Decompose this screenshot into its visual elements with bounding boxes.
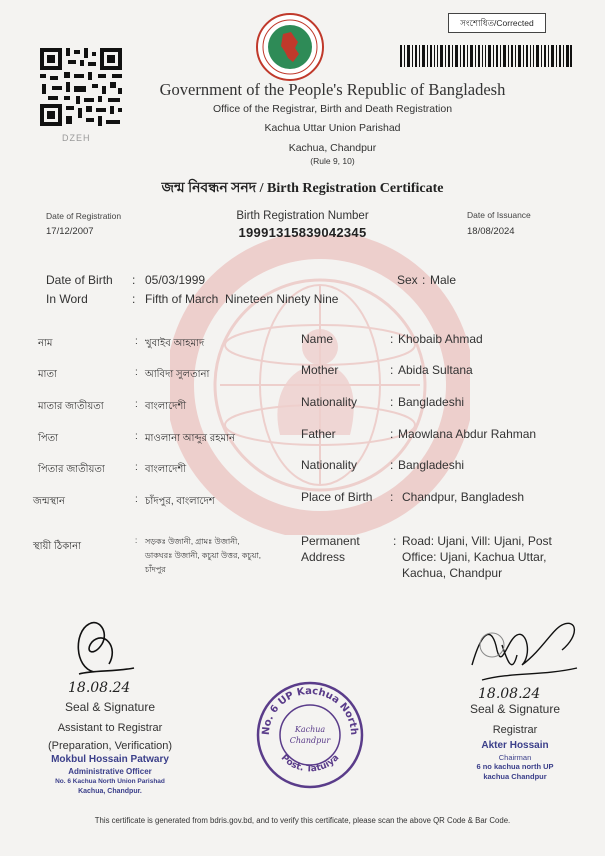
seal-ring-text: No. 6 UP Kachua North — [260, 685, 360, 736]
assistant-officer-name: Mokbul Hossain Patwary — [51, 754, 169, 765]
birthplace-en-label: Place of Birth — [301, 490, 373, 504]
colon: : — [390, 332, 394, 346]
colon: : — [390, 458, 394, 472]
issuance-date-label: Date of Issuance — [467, 210, 531, 220]
assistant-officer-place: Kachua, Chandpur. — [78, 788, 142, 795]
assistant-role-detail: (Preparation, Verification) — [47, 740, 173, 752]
registrar-officer-place: kachua Chandpur — [483, 772, 547, 781]
registration-date-value: 17/12/2007 — [46, 226, 94, 237]
colon: : — [390, 395, 394, 409]
location: Kachua, Chandpur — [288, 142, 377, 154]
seal-bottom-text: Post. Tatuiya — [278, 753, 342, 775]
assistant-role: Assistant to Registrar — [57, 722, 163, 734]
registrar-signature-icon — [462, 610, 582, 690]
in-word-colon: : — [132, 292, 136, 306]
assistant-seal-caption: Seal & Signature — [64, 700, 156, 714]
assistant-officer-title: Administrative Officer — [68, 767, 152, 776]
mother-nationality-bn-label: মাতার জাতীয়তা — [38, 401, 104, 412]
sex-value: Male — [430, 273, 457, 287]
registrar-officer-union: 6 no kachua north UP — [476, 762, 554, 771]
name-en-value: Khobaib Ahmad — [398, 332, 483, 346]
dob-colon: : — [132, 273, 136, 287]
union-seal-icon — [255, 680, 365, 790]
mother-bn-label: মাতা — [38, 369, 57, 380]
registrar-officer-name: Akter Hossain — [481, 740, 549, 751]
colon: : — [390, 427, 394, 441]
colon: : — [135, 399, 138, 410]
registration-number-label: Birth Registration Number — [236, 210, 369, 222]
registrar-signature-date: 18.08.24 — [478, 686, 541, 702]
barcode[interactable] — [400, 45, 572, 67]
certificate-title: জন্ম নিবন্ধন সনদ / Birth Registration Certificate — [161, 181, 444, 196]
mother-bn-value: আবিদা সুলতানা — [145, 369, 210, 380]
sex-colon: : — [422, 273, 426, 287]
union-name: Kachua Uttar Union Parishad — [264, 122, 401, 134]
address-en-line-1: Road: Ujani, Vill: Ujani, Post — [402, 534, 552, 548]
government-title: Government of the People's Republic of Bangladesh — [159, 80, 506, 99]
colon: : — [135, 462, 138, 473]
father-bn-value: মাওলানা আব্দুর রহমান — [145, 433, 235, 444]
colon: : — [135, 494, 138, 505]
registrar-role: Registrar — [492, 724, 538, 736]
registration-date-label: Date of Registration — [46, 211, 122, 221]
in-word-label: In Word — [46, 292, 88, 306]
name-bn-label: নাম — [38, 338, 53, 349]
colon: : — [135, 431, 138, 442]
father-nationality-bn-value: বাংলাদেশী — [145, 464, 187, 475]
office-title: Office of the Registrar, Birth and Death Registration — [212, 103, 453, 115]
colon: : — [135, 336, 138, 347]
address-bn-label: স্থায়ী ঠিকানা — [33, 541, 82, 552]
address-bn-line-1: সড়কঃ উজানী, গ্রামঃ উজানী, — [145, 537, 240, 546]
mother-en-label: Mother — [301, 363, 339, 377]
seal-inner-1: Kachua — [294, 725, 326, 734]
rule-reference: (Rule 9, 10) — [310, 156, 355, 166]
footer-note: This certificate is generated from bdris.gov.bd, and to verify this certificate, please scan the above QR Code & Bar Code. — [94, 816, 511, 825]
colon: : — [390, 490, 394, 504]
qr-code-label: DZEH — [62, 133, 91, 143]
birthplace-en-value: Chandpur, Bangladesh — [402, 490, 525, 504]
corrected-badge: সংশোধিত/Corrected — [448, 13, 546, 33]
birthplace-bn-label: জন্মস্থান — [33, 496, 66, 507]
seal-inner-2: Chandpur — [289, 736, 331, 745]
name-bn-value: খুবাইব আহমাদ — [145, 338, 205, 349]
father-en-label: Father — [301, 427, 336, 441]
colon: : — [135, 536, 138, 545]
svg-text:Post. Tatuiya — [279, 753, 341, 774]
mother-nationality-en-value: Bangladeshi — [398, 395, 465, 409]
registrar-seal-caption: Seal & Signature — [469, 702, 561, 716]
name-en-label: Name — [301, 332, 334, 346]
father-bn-label: পিতা — [38, 433, 59, 444]
address-en-line-3: Kachua, Chandpur — [402, 566, 503, 580]
assistant-signature-icon — [64, 612, 144, 682]
government-emblem-icon — [255, 12, 325, 82]
father-en-value: Maowlana Abdur Rahman — [398, 427, 537, 441]
address-en-line-2: Office: Ujani, Kachua Uttar, — [402, 550, 547, 564]
in-word-value: Fifth of March Nineteen Ninety Nine — [145, 292, 339, 306]
dob-label: Date of Birth — [46, 273, 113, 287]
issuance-date-value: 18/08/2024 — [467, 226, 515, 237]
mother-en-value: Abida Sultana — [398, 363, 473, 377]
registrar-officer-title: Chairman — [498, 753, 532, 762]
registration-number-value: 19991315839042345 — [238, 225, 367, 240]
dob-value: 05/03/1999 — [145, 273, 206, 287]
address-en-label-1: Permanent — [301, 534, 360, 548]
address-en-label-2: Address — [301, 550, 346, 564]
mother-nationality-en-label: Nationality — [301, 395, 358, 409]
sex-label: Sex — [397, 273, 418, 287]
colon: : — [390, 363, 394, 377]
father-nationality-en-label: Nationality — [301, 458, 358, 472]
birthplace-bn-value: চাঁদপুর, বাংলাদেশ — [145, 496, 215, 507]
colon: : — [135, 367, 138, 378]
address-bn-line-2: ডাকঘরঃ উজানী, কচুয়া উত্তর, কচুয়া, — [145, 551, 261, 560]
assistant-signature-date: 18.08.24 — [68, 680, 131, 696]
address-bn-line-3: চাঁদপুর — [145, 565, 166, 574]
mother-nationality-bn-value: বাংলাদেশী — [145, 401, 187, 412]
colon: : — [393, 534, 397, 548]
assistant-officer-union: No. 6 Kachua North Union Parishad — [55, 778, 165, 785]
father-nationality-en-value: Bangladeshi — [398, 458, 465, 472]
father-nationality-bn-label: পিতার জাতীয়তা — [38, 464, 105, 475]
